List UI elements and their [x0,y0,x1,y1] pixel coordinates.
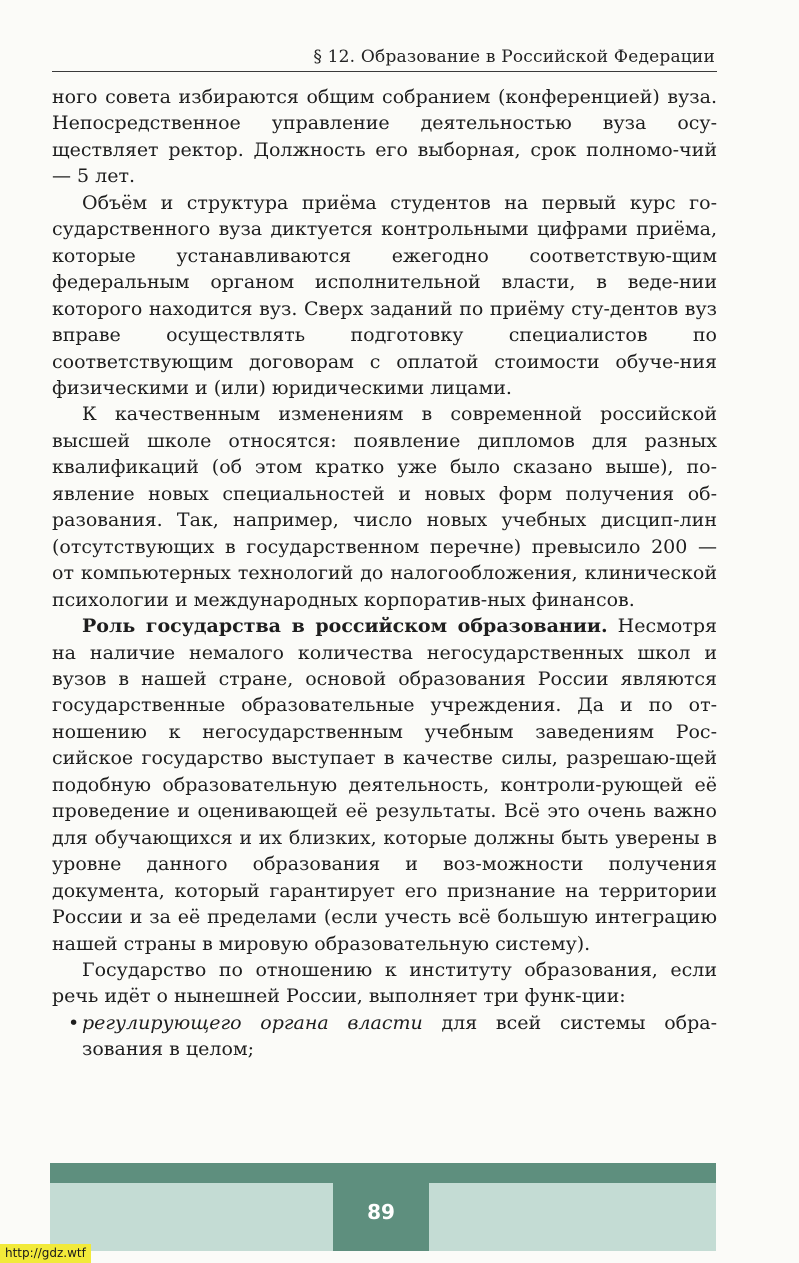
list-item [52,1010,717,1063]
bullet-icon: • [68,1011,80,1034]
section-heading-inline: Роль государства в российском образовании. [82,615,608,638]
page-body [52,84,717,1063]
paragraph-4 [52,613,717,957]
running-header-title: § 12. Образование в Российской Федерации [313,47,715,67]
list-item-text: для всей системы обра-зования в целом; [82,1011,717,1061]
paragraph-5: Государство по отношению к институту образования, если речь идёт о нынешней России, выполняет три функ-ции: [52,958,717,1008]
paragraph-1: ного совета избираются общим собранием (конференцией) вуза. Непосредственное управление деятельностью вуза осу-ществляет ректор. Должность его выборная, срок полномо-чий — 5 лет. [52,86,717,188]
paragraph-4-text: Несмотря на наличие немалого количества негосударственных школ и вузов в нашей стране, основой образования России являются государственные образовательные учреждения. Да и по от-ношению к негосударственным учебным заведениям Рос-сийское государство выступает в качестве силы, разрешаю-щей подобную образовательную деятельность, контроли-рующей её проведение и оценивающей её результаты. Всё это очень важно для обучающихся и их близких, которые должны быть уверены в уровне данного образования и воз-можности получения документа, который гарантирует его признание на территории России и за её пределами (если учесть всё большую интеграцию нашей страны в мировую образовательную систему). [52,615,718,955]
paragraph-2: Объём и структура приёма студентов на первый курс го-сударственного вуза диктуется контрольными цифрами приёма, которые устанавливаются ежегодно соответствую-щим федеральным органом исполнительной власти, в веде-нии которого находится вуз. Сверх заданий по приёму сту-дентов вуз вправе осуществлять подготовку специалистов по соответствующим договорам с оплатой стоимости обуче-ния физическими и (или) юридическими лицами. [52,191,717,399]
paragraph-3: К качественным изменениям в современной российской высшей школе относятся: появление дипломов для разных квалификаций (об этом кратко уже было сказано выше), по-явление новых специальностей и новых форм получения об-разования. Так, например, число новых учебных дисцип-лин (отсутствующих в государственном перечне) превысило 200 — от компьютерных технологий до налогообложения, клинической психологии и международных корпоратив-ных финансов. [52,403,717,611]
page-number: 89 [367,1200,395,1224]
list-item-emphasis: регулирующего органа власти [82,1011,423,1034]
watermark-link[interactable]: http://gdz.wtf [0,1244,91,1263]
running-header [52,43,717,72]
